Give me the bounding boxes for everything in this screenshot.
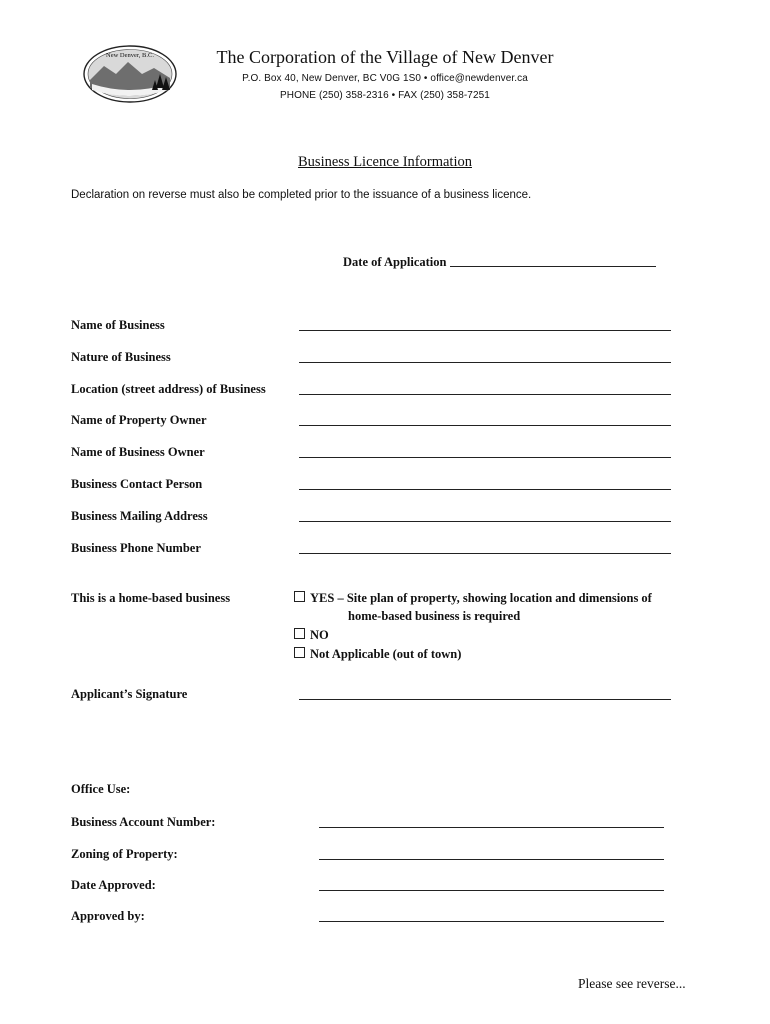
contact-person-field[interactable] — [299, 489, 671, 490]
office-field-label: Business Account Number: — [71, 815, 216, 829]
not-applicable-checkbox[interactable] — [294, 647, 305, 658]
field-label: Name of Property Owner — [71, 413, 207, 427]
yes-label: YES – Site plan of property, showing location and dimensions of — [310, 591, 652, 605]
field-row — [71, 541, 691, 559]
home-based-yes-option[interactable] — [294, 591, 652, 606]
office-field-row — [71, 847, 691, 865]
field-row — [71, 477, 691, 495]
yes-checkbox[interactable] — [294, 591, 305, 602]
field-row — [71, 350, 691, 368]
logo-text: New Denver, B.C. — [106, 52, 154, 59]
name-of-business-field[interactable] — [299, 330, 671, 331]
not-applicable-label: Not Applicable (out of town) — [310, 647, 462, 661]
business-owner-field[interactable] — [299, 457, 671, 458]
declaration-note: Declaration on reverse must also be completed prior to the issuance of a business licence. — [71, 189, 532, 201]
field-row — [71, 318, 691, 336]
phone-number-field[interactable] — [299, 553, 671, 554]
field-label: Nature of Business — [71, 350, 171, 364]
no-label: NO — [310, 628, 329, 642]
address-line: P.O. Box 40, New Denver, BC V0G 1S0 • office@newdenver.ca — [242, 73, 528, 84]
field-row — [71, 445, 691, 463]
signature-row — [71, 687, 691, 705]
field-label: Business Contact Person — [71, 477, 203, 491]
office-field-row — [71, 815, 691, 833]
document-title: Business Licence Information — [298, 154, 472, 170]
field-label: Name of Business — [71, 318, 165, 332]
date-of-application-row — [343, 255, 656, 270]
field-label: Location (street address) of Business — [71, 382, 266, 396]
nature-of-business-field[interactable] — [299, 362, 671, 363]
business-account-number-field[interactable] — [319, 827, 664, 828]
office-field-row — [71, 878, 691, 896]
home-based-na-option[interactable] — [294, 647, 461, 662]
office-use-title: Office Use: — [71, 782, 131, 796]
office-field-label: Approved by: — [71, 909, 145, 923]
office-field-label: Date Approved: — [71, 878, 156, 892]
signature-label: Applicant’s Signature — [71, 687, 188, 701]
field-label: Business Mailing Address — [71, 509, 208, 523]
field-row — [71, 413, 691, 431]
field-label: Business Phone Number — [71, 541, 201, 555]
property-owner-field[interactable] — [299, 425, 671, 426]
organization-title: The Corporation of the Village of New Denver — [216, 47, 554, 67]
mailing-address-field[interactable] — [299, 521, 671, 522]
approved-by-field[interactable] — [319, 921, 664, 922]
home-based-no-option[interactable] — [294, 628, 329, 643]
office-field-label: Zoning of Property: — [71, 847, 178, 861]
field-row — [71, 509, 691, 527]
home-based-label: This is a home-based business — [71, 591, 231, 605]
date-of-application-label: Date of Application — [343, 255, 447, 269]
signature-field[interactable] — [299, 699, 671, 700]
no-checkbox[interactable] — [294, 628, 305, 639]
zoning-field[interactable] — [319, 859, 664, 860]
field-row — [71, 382, 691, 400]
business-location-field[interactable] — [299, 394, 671, 395]
office-field-row — [71, 909, 691, 927]
date-of-application-field[interactable] — [450, 255, 656, 267]
footer-note: Please see reverse... — [578, 976, 686, 991]
date-approved-field[interactable] — [319, 890, 664, 891]
phone-line: PHONE (250) 358-2316 • FAX (250) 358-7251 — [280, 90, 490, 101]
field-label: Name of Business Owner — [71, 445, 205, 459]
yes-label-continued: home-based business is required — [348, 609, 521, 623]
